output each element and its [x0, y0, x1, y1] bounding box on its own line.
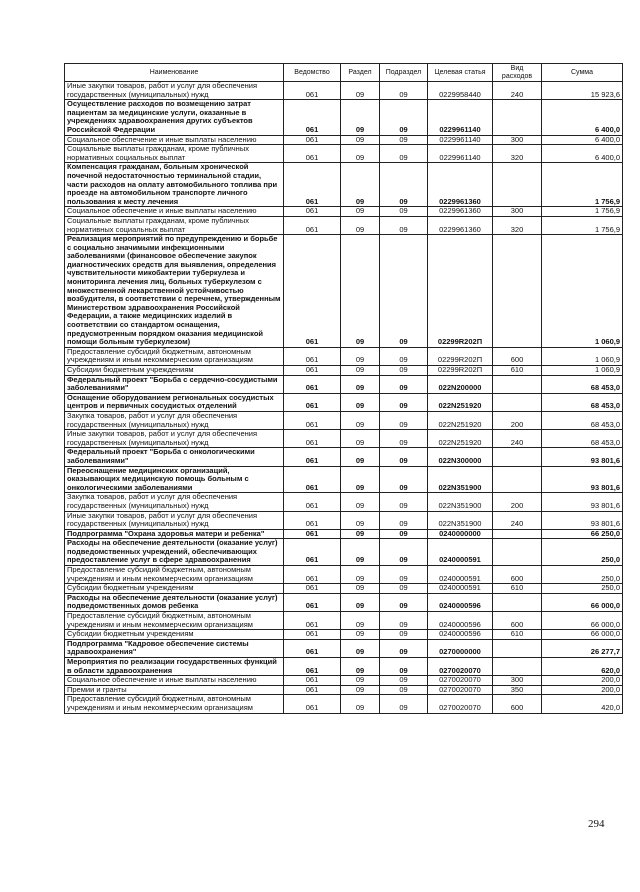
cell-vr: 610	[493, 630, 542, 640]
table-row	[65, 612, 623, 630]
cell-podr: 09	[380, 135, 428, 145]
cell-name: Расходы на обеспечение деятельности (оказание услуг) подведомственных учреждений, обеспечивающих предоставление услуг в сфере здравоохранения	[65, 539, 284, 566]
cell-vr	[493, 539, 542, 566]
cell-razd: 09	[341, 493, 380, 511]
budget-table	[64, 63, 623, 714]
cell-podr: 09	[380, 630, 428, 640]
cell-sum: 66 000,0	[542, 630, 623, 640]
cell-razd: 09	[341, 466, 380, 493]
table-row	[65, 539, 623, 566]
cell-sum: 1 756,9	[542, 207, 623, 217]
cell-name: Иные закупки товаров, работ и услуг для обеспечения государственных (муниципальных) нужд	[65, 430, 284, 448]
cell-sum: 68 453,0	[542, 411, 623, 429]
col-header-podr: Подраздел	[380, 64, 428, 82]
table-row	[65, 207, 623, 217]
table-row	[65, 235, 623, 348]
cell-ved: 061	[284, 145, 341, 163]
cell-podr: 09	[380, 145, 428, 163]
table-row	[65, 216, 623, 234]
cell-cs: 022N351900	[428, 466, 493, 493]
cell-ved: 061	[284, 466, 341, 493]
cell-name: Переоснащение медицинских организаций, оказывающих медицинскую помощь больным с онкологическими заболеваниями	[65, 466, 284, 493]
cell-name: Закупка товаров, работ и услуг для обеспечения государственных (муниципальных) нужд	[65, 411, 284, 429]
cell-sum: 250,0	[542, 566, 623, 584]
cell-name: Мероприятия по реализации государственных функций в области здравоохранения	[65, 658, 284, 676]
cell-vr	[493, 163, 542, 207]
cell-ved: 061	[284, 658, 341, 676]
table-row	[65, 630, 623, 640]
cell-name: Социальное обеспечение и иные выплаты населению	[65, 676, 284, 686]
cell-cs: 0229961140	[428, 135, 493, 145]
cell-sum: 26 277,7	[542, 639, 623, 657]
cell-cs: 0270000000	[428, 639, 493, 657]
cell-ved: 061	[284, 411, 341, 429]
cell-sum: 420,0	[542, 695, 623, 713]
cell-podr: 09	[380, 393, 428, 411]
cell-cs: 02299R202П	[428, 347, 493, 365]
cell-name: Предоставление субсидий бюджетным, автономным учреждениям и иным некоммерческим организациям	[65, 612, 284, 630]
cell-razd: 09	[341, 529, 380, 539]
cell-podr: 09	[380, 493, 428, 511]
cell-podr: 09	[380, 430, 428, 448]
cell-razd: 09	[341, 100, 380, 135]
cell-ved: 061	[284, 100, 341, 135]
cell-podr: 09	[380, 685, 428, 695]
table-row	[65, 100, 623, 135]
cell-ved: 061	[284, 430, 341, 448]
cell-sum: 66 000,0	[542, 593, 623, 611]
cell-razd: 09	[341, 347, 380, 365]
cell-sum: 93 801,6	[542, 493, 623, 511]
cell-sum: 200,0	[542, 676, 623, 686]
cell-name: Субсидии бюджетным учреждениям	[65, 630, 284, 640]
cell-name: Оснащение оборудованием региональных сосудистых центров и первичных сосудистых отделений	[65, 393, 284, 411]
table-row	[65, 82, 623, 100]
cell-razd: 09	[341, 593, 380, 611]
cell-vr	[493, 448, 542, 466]
cell-cs: 0229958440	[428, 82, 493, 100]
cell-razd: 09	[341, 135, 380, 145]
cell-ved: 061	[284, 695, 341, 713]
table-row	[65, 430, 623, 448]
cell-ved: 061	[284, 566, 341, 584]
cell-podr: 09	[380, 584, 428, 594]
cell-razd: 09	[341, 163, 380, 207]
cell-podr: 09	[380, 593, 428, 611]
cell-razd: 09	[341, 658, 380, 676]
table-row	[65, 375, 623, 393]
cell-sum: 6 400,0	[542, 145, 623, 163]
cell-sum: 1 060,9	[542, 347, 623, 365]
cell-cs: 022N351900	[428, 511, 493, 529]
cell-name: Предоставление субсидий бюджетным, автономным учреждениям и иным некоммерческим организациям	[65, 347, 284, 365]
cell-cs: 022N351900	[428, 493, 493, 511]
cell-ved: 061	[284, 375, 341, 393]
cell-razd: 09	[341, 566, 380, 584]
cell-vr	[493, 235, 542, 348]
cell-sum: 66 000,0	[542, 612, 623, 630]
cell-name: Федеральный проект "Борьба с онкологическими заболеваниями"	[65, 448, 284, 466]
cell-name: Иные закупки товаров, работ и услуг для обеспечения государственных (муниципальных) нужд	[65, 511, 284, 529]
cell-cs: 0229961140	[428, 145, 493, 163]
cell-vr: 200	[493, 411, 542, 429]
cell-cs: 022N251920	[428, 411, 493, 429]
cell-cs: 0229961360	[428, 163, 493, 207]
cell-ved: 061	[284, 639, 341, 657]
cell-sum: 1 756,9	[542, 216, 623, 234]
cell-vr	[493, 100, 542, 135]
cell-sum: 6 400,0	[542, 135, 623, 145]
cell-cs: 0240000591	[428, 584, 493, 594]
cell-sum: 250,0	[542, 584, 623, 594]
cell-cs: 0270020070	[428, 685, 493, 695]
table-row	[65, 411, 623, 429]
cell-ved: 061	[284, 685, 341, 695]
cell-ved: 061	[284, 82, 341, 100]
cell-ved: 061	[284, 135, 341, 145]
table-row	[65, 135, 623, 145]
col-header-name: Наименование	[65, 64, 284, 82]
cell-cs: 02299R202П	[428, 235, 493, 348]
cell-sum: 620,0	[542, 658, 623, 676]
cell-vr: 610	[493, 366, 542, 376]
cell-razd: 09	[341, 393, 380, 411]
cell-cs: 0270020070	[428, 676, 493, 686]
cell-vr: 600	[493, 612, 542, 630]
cell-sum: 68 453,0	[542, 393, 623, 411]
cell-podr: 09	[380, 658, 428, 676]
cell-sum: 200,0	[542, 685, 623, 695]
cell-ved: 061	[284, 366, 341, 376]
cell-podr: 09	[380, 639, 428, 657]
cell-vr: 600	[493, 566, 542, 584]
cell-vr: 320	[493, 145, 542, 163]
col-header-sum: Сумма	[542, 64, 623, 82]
cell-cs: 022N251920	[428, 393, 493, 411]
col-header-vr: Вид расходов	[493, 64, 542, 82]
table-row	[65, 593, 623, 611]
table-row	[65, 639, 623, 657]
cell-sum: 15 923,6	[542, 82, 623, 100]
cell-podr: 09	[380, 529, 428, 539]
cell-vr	[493, 639, 542, 657]
cell-name: Расходы на обеспечение деятельности (оказание услуг) подведомственных домов ребенка	[65, 593, 284, 611]
cell-razd: 09	[341, 612, 380, 630]
cell-name: Социальное обеспечение и иные выплаты населению	[65, 207, 284, 217]
cell-ved: 061	[284, 676, 341, 686]
cell-sum: 250,0	[542, 539, 623, 566]
cell-cs: 0240000591	[428, 539, 493, 566]
cell-name: Предоставление субсидий бюджетным, автономным учреждениям и иным некоммерческим организациям	[65, 695, 284, 713]
cell-ved: 061	[284, 539, 341, 566]
table-row	[65, 511, 623, 529]
cell-ved: 061	[284, 216, 341, 234]
table-row	[65, 493, 623, 511]
cell-sum: 68 453,0	[542, 375, 623, 393]
cell-razd: 09	[341, 82, 380, 100]
cell-name: Социальные выплаты гражданам, кроме публичных нормативных социальных выплат	[65, 216, 284, 234]
cell-name: Иные закупки товаров, работ и услуг для обеспечения государственных (муниципальных) нужд	[65, 82, 284, 100]
cell-podr: 09	[380, 82, 428, 100]
cell-cs: 0240000000	[428, 529, 493, 539]
cell-razd: 09	[341, 375, 380, 393]
table-row	[65, 393, 623, 411]
cell-vr: 200	[493, 493, 542, 511]
cell-name: Закупка товаров, работ и услуг для обеспечения государственных (муниципальных) нужд	[65, 493, 284, 511]
table-row	[65, 695, 623, 713]
cell-vr: 350	[493, 685, 542, 695]
table-row	[65, 145, 623, 163]
table-row	[65, 658, 623, 676]
table-row	[65, 366, 623, 376]
cell-podr: 09	[380, 466, 428, 493]
cell-podr: 09	[380, 207, 428, 217]
cell-razd: 09	[341, 511, 380, 529]
cell-name: Субсидии бюджетным учреждениям	[65, 584, 284, 594]
cell-podr: 09	[380, 347, 428, 365]
cell-vr: 240	[493, 430, 542, 448]
cell-razd: 09	[341, 695, 380, 713]
cell-podr: 09	[380, 448, 428, 466]
table-row	[65, 529, 623, 539]
col-header-ved: Ведомство	[284, 64, 341, 82]
cell-ved: 061	[284, 630, 341, 640]
cell-podr: 09	[380, 366, 428, 376]
cell-sum: 6 400,0	[542, 100, 623, 135]
cell-razd: 09	[341, 685, 380, 695]
cell-name: Компенсация гражданам, больным хронической почечной недостаточностью терминальной стадии, части расходов на оплату автомобильного топлива при проезде на автомобильном транспорте личного пользования к месту лечения	[65, 163, 284, 207]
table-row	[65, 163, 623, 207]
cell-name: Подпрограмма "Охрана здоровья матери и ребенка"	[65, 529, 284, 539]
cell-name: Реализация мероприятий по предупреждению и борьбе с социально значимыми инфекционными заболеваниями (финансовое обеспечение закупок диагностических средств для выявления, определения чувствительности микобактерии туберкулеза и мониторинга лечения лиц, больных туберкулезом с множественной лекарственной устойчивостью возбудителя, в соответствии с перечнем, утвержденным Министерством здравоохранения Российской Федерации, а также медицинских изделий в соответствии со стандартом оснащения, предусмотренным порядком оказания медицинской помощи больным туберкулезом)	[65, 235, 284, 348]
cell-vr	[493, 375, 542, 393]
cell-ved: 061	[284, 584, 341, 594]
cell-razd: 09	[341, 539, 380, 566]
table-row	[65, 466, 623, 493]
cell-ved: 061	[284, 493, 341, 511]
cell-cs: 0270020070	[428, 695, 493, 713]
cell-cs: 0229961360	[428, 216, 493, 234]
cell-vr	[493, 393, 542, 411]
cell-cs: 0270020070	[428, 658, 493, 676]
cell-vr: 300	[493, 207, 542, 217]
cell-razd: 09	[341, 207, 380, 217]
cell-podr: 09	[380, 511, 428, 529]
table-row	[65, 685, 623, 695]
cell-name: Социальное обеспечение и иные выплаты населению	[65, 135, 284, 145]
cell-name: Предоставление субсидий бюджетным, автономным учреждениям и иным некоммерческим организациям	[65, 566, 284, 584]
cell-vr: 300	[493, 135, 542, 145]
table-row	[65, 566, 623, 584]
cell-ved: 061	[284, 511, 341, 529]
cell-podr: 09	[380, 411, 428, 429]
cell-razd: 09	[341, 411, 380, 429]
cell-vr	[493, 593, 542, 611]
cell-sum: 66 250,0	[542, 529, 623, 539]
cell-cs: 0240000596	[428, 593, 493, 611]
cell-vr: 300	[493, 676, 542, 686]
cell-cs: 0229961360	[428, 207, 493, 217]
cell-podr: 09	[380, 163, 428, 207]
cell-ved: 061	[284, 163, 341, 207]
cell-cs: 022N300000	[428, 448, 493, 466]
cell-cs: 02299R202П	[428, 366, 493, 376]
col-header-cs: Целевая статья	[428, 64, 493, 82]
cell-razd: 09	[341, 235, 380, 348]
cell-ved: 061	[284, 347, 341, 365]
cell-cs: 022N200000	[428, 375, 493, 393]
cell-cs: 0229961140	[428, 100, 493, 135]
cell-podr: 09	[380, 612, 428, 630]
cell-cs: 022N251920	[428, 430, 493, 448]
cell-sum: 1 756,9	[542, 163, 623, 207]
cell-razd: 09	[341, 676, 380, 686]
cell-podr: 09	[380, 375, 428, 393]
cell-razd: 09	[341, 216, 380, 234]
table-row	[65, 347, 623, 365]
cell-name: Премии и гранты	[65, 685, 284, 695]
cell-cs: 0240000596	[428, 630, 493, 640]
cell-sum: 68 453,0	[542, 430, 623, 448]
cell-sum: 1 060,9	[542, 235, 623, 348]
cell-vr	[493, 466, 542, 493]
cell-ved: 061	[284, 207, 341, 217]
cell-vr: 320	[493, 216, 542, 234]
cell-name: Осуществление расходов по возмещению затрат пациентам за медицинские услуги, оказанные в учреждениях здравоохранения других субъектов Российской Федерации	[65, 100, 284, 135]
cell-name: Субсидии бюджетным учреждениям	[65, 366, 284, 376]
cell-name: Подпрограмма "Кадровое обеспечение системы здравоохранения"	[65, 639, 284, 657]
cell-ved: 061	[284, 448, 341, 466]
page-number: 294	[588, 818, 605, 830]
cell-ved: 061	[284, 593, 341, 611]
cell-razd: 09	[341, 145, 380, 163]
cell-podr: 09	[380, 695, 428, 713]
cell-razd: 09	[341, 630, 380, 640]
cell-razd: 09	[341, 430, 380, 448]
cell-vr: 240	[493, 82, 542, 100]
cell-vr	[493, 658, 542, 676]
cell-razd: 09	[341, 639, 380, 657]
cell-podr: 09	[380, 539, 428, 566]
table-row	[65, 448, 623, 466]
cell-podr: 09	[380, 235, 428, 348]
cell-podr: 09	[380, 216, 428, 234]
cell-cs: 0240000591	[428, 566, 493, 584]
col-header-razd: Раздел	[341, 64, 380, 82]
cell-cs: 0240000596	[428, 612, 493, 630]
table-row	[65, 676, 623, 686]
cell-razd: 09	[341, 366, 380, 376]
cell-vr: 600	[493, 695, 542, 713]
cell-ved: 061	[284, 393, 341, 411]
cell-sum: 1 060,9	[542, 366, 623, 376]
cell-ved: 061	[284, 529, 341, 539]
cell-vr: 240	[493, 511, 542, 529]
cell-vr: 600	[493, 347, 542, 365]
table-header-row	[65, 64, 623, 82]
cell-ved: 061	[284, 235, 341, 348]
cell-sum: 93 801,6	[542, 448, 623, 466]
table-body	[65, 82, 623, 714]
cell-vr	[493, 529, 542, 539]
cell-podr: 09	[380, 566, 428, 584]
cell-podr: 09	[380, 100, 428, 135]
cell-razd: 09	[341, 448, 380, 466]
cell-razd: 09	[341, 584, 380, 594]
cell-name: Федеральный проект "Борьба с сердечно-сосудистыми заболеваниями"	[65, 375, 284, 393]
table-row	[65, 584, 623, 594]
cell-name: Социальные выплаты гражданам, кроме публичных нормативных социальных выплат	[65, 145, 284, 163]
cell-sum: 93 801,6	[542, 511, 623, 529]
cell-sum: 93 801,6	[542, 466, 623, 493]
cell-vr: 610	[493, 584, 542, 594]
cell-ved: 061	[284, 612, 341, 630]
cell-podr: 09	[380, 676, 428, 686]
